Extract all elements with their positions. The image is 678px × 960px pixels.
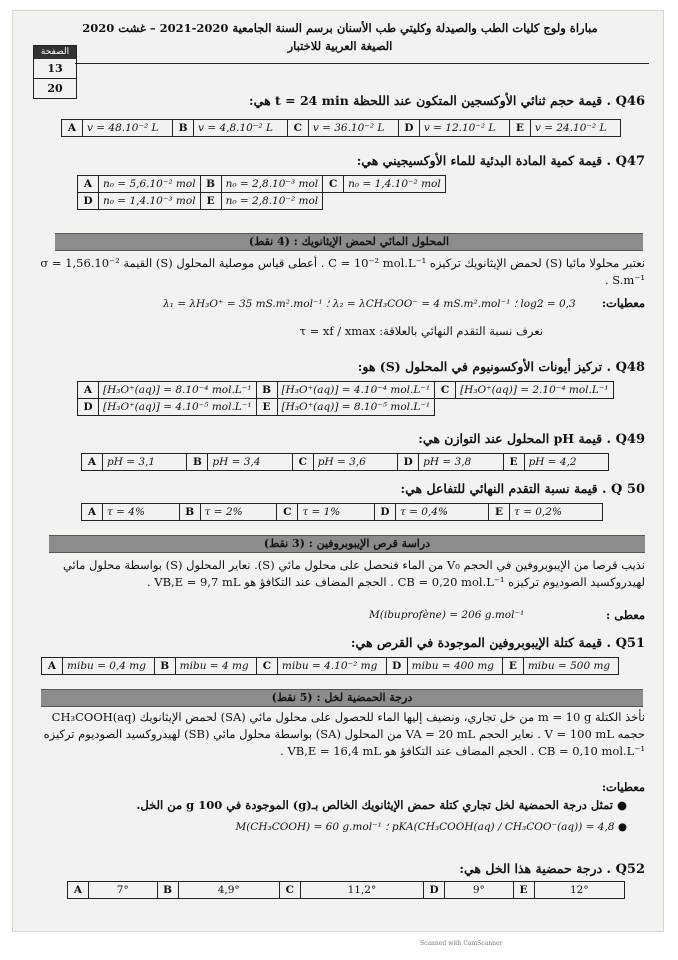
option-value: 12° bbox=[534, 882, 624, 899]
question-text: درجة حمضية هذا الخل هي: bbox=[459, 861, 603, 876]
bullet-icon: ● bbox=[612, 798, 627, 812]
option-value: v = 36.10⁻² L bbox=[308, 120, 398, 137]
option-value: [H₃O⁺(aq)] = 2.10⁻⁴ mol.L⁻¹ bbox=[456, 382, 614, 399]
option-value: [H₃O⁺(aq)] = 8.10⁻⁵ mol.L⁻¹ bbox=[277, 399, 435, 416]
q49-options bbox=[81, 453, 609, 471]
section-banner-ibuprofen: دراسة قرص الإيبوبروفين : (3 نقط) bbox=[49, 535, 645, 553]
page-number-box bbox=[33, 45, 77, 99]
exam-title: مباراة ولوج كليات الطب والصيدلة وكليتي طب الأسنان برسم السنة الجامعية 2020-2021 – غشت 2020 bbox=[82, 21, 598, 35]
empty-cell bbox=[323, 193, 344, 210]
empty-cell bbox=[435, 399, 456, 416]
option-value: n₀ = 1,4.10⁻³ mol bbox=[99, 193, 201, 210]
option-value: 4,9° bbox=[178, 882, 279, 899]
option-value: n₀ = 2,8.10⁻³ mol bbox=[221, 176, 323, 193]
section3-bullet-2 bbox=[31, 819, 627, 836]
question-46 bbox=[31, 93, 645, 109]
exam-page bbox=[12, 10, 664, 932]
question-text: قيمة حجم ثنائي الأوكسجين المتكون عند اللحظة t = 24 min هي: bbox=[249, 93, 603, 108]
exam-subtitle: الصيغة العربية للاختبار bbox=[287, 39, 393, 53]
option-key: E bbox=[513, 882, 534, 899]
option-value: pH = 4,2 bbox=[524, 454, 608, 471]
question-51 bbox=[31, 635, 645, 651]
bullet-text: تمثل درجة الحمضية لخل تجاري كتلة حمض الإيثانويك الخالص بـ(g) الموجودة في 100 g من الخل. bbox=[136, 798, 613, 812]
question-52 bbox=[31, 861, 645, 877]
empty-cell bbox=[344, 193, 446, 210]
question-48 bbox=[31, 359, 645, 375]
option-value: mibu = 0,4 mg bbox=[63, 658, 155, 675]
q52-options bbox=[67, 881, 625, 899]
question-text: قيمة pH المحلول عند التوازن هي: bbox=[418, 431, 603, 446]
q47-options bbox=[77, 175, 446, 210]
option-key: E bbox=[256, 399, 277, 416]
page-number: 13 bbox=[34, 59, 76, 79]
option-key: A bbox=[68, 882, 89, 899]
option-value: τ = 0,2% bbox=[509, 504, 602, 521]
section2-givens-label: معطى : bbox=[606, 608, 645, 622]
option-value: pH = 3,1 bbox=[103, 454, 187, 471]
question-50 bbox=[31, 481, 645, 497]
option-value: v = 4,8.10⁻² L bbox=[194, 120, 288, 137]
option-key: D bbox=[78, 399, 99, 416]
question-number: Q47 . bbox=[606, 154, 645, 169]
option-key: A bbox=[82, 454, 103, 471]
option-key: C bbox=[287, 120, 308, 137]
header-divider bbox=[75, 63, 649, 64]
q50-options bbox=[81, 503, 603, 521]
option-key: E bbox=[488, 504, 509, 521]
section1-givens-formula: λ₁ = λH₃O⁺ = 35 mS.m².mol⁻¹ ؛ λ₂ = λCH₃COO⁻ = 4 mS.m².mol⁻¹ ؛ log2 = 0,3 bbox=[163, 298, 576, 310]
option-key: C bbox=[435, 382, 456, 399]
option-key: E bbox=[509, 120, 530, 137]
option-value: 9° bbox=[445, 882, 514, 899]
option-value: [H₃O⁺(aq)] = 4.10⁻⁵ mol.L⁻¹ bbox=[99, 399, 257, 416]
exam-header bbox=[31, 19, 649, 59]
option-value: τ = 0,4% bbox=[395, 504, 488, 521]
q48-options bbox=[77, 381, 614, 416]
option-value: n₀ = 5,6.10⁻² mol bbox=[99, 176, 201, 193]
option-key: C bbox=[256, 658, 277, 675]
option-key: B bbox=[179, 504, 200, 521]
question-number: Q46 . bbox=[606, 94, 645, 109]
option-key: D bbox=[424, 882, 445, 899]
question-number: Q49 . bbox=[606, 432, 645, 447]
bullet-text: pKA(CH₃COOH(aq) / CH₃COO⁻(aq)) = 4,8 ؛ M(CH₃COOH) = 60 g.mol⁻¹ bbox=[235, 821, 615, 833]
option-key: B bbox=[187, 454, 208, 471]
option-key: B bbox=[157, 882, 178, 899]
option-key: D bbox=[78, 193, 99, 210]
option-key: E bbox=[503, 454, 524, 471]
question-number: Q51 . bbox=[606, 636, 645, 651]
option-key: B bbox=[173, 120, 194, 137]
section3-intro: نأخذ الكتلة m = 10 g من خل تجاري، ونضيف إليها الماء للحصول على محلول مائي (SA) لحمض الإيثانويك CH₃COOH(aq) حجمه V = 100 mL . نعاير الحجم VA = 20 mL من المحلول (SA) بواسطة محلول مائي (SB) لهيدروكسيد الصوديوم تركيزه CB = 0,10 mol.L⁻¹ . الحجم المضاف عند التكافؤ هو VB,E = 16,4 mL . bbox=[43, 710, 645, 758]
question-text: قيمة نسبة التقدم النهائي للتفاعل هي: bbox=[400, 481, 598, 496]
page-label: الصفحة bbox=[34, 46, 76, 59]
option-value: 11,2° bbox=[300, 882, 423, 899]
option-key: B bbox=[154, 658, 175, 675]
option-value: n₀ = 2,8.10⁻² mol bbox=[221, 193, 323, 210]
option-key: B bbox=[200, 176, 221, 193]
option-key: D bbox=[398, 454, 419, 471]
option-value: 7° bbox=[89, 882, 158, 899]
section1-givens-label: معطيات: bbox=[601, 296, 645, 310]
section3-givens-label: معطيات: bbox=[601, 780, 645, 794]
option-value: pH = 3,6 bbox=[313, 454, 397, 471]
option-value: v = 12.10⁻² L bbox=[419, 120, 509, 137]
option-key: D bbox=[398, 120, 419, 137]
question-number: Q52 . bbox=[606, 862, 645, 877]
section2-givens-formula: M(ibuprofène) = 206 g.mol⁻¹ bbox=[369, 609, 525, 621]
option-value: τ = 1% bbox=[298, 504, 375, 521]
option-key: E bbox=[502, 658, 523, 675]
question-number: Q48 . bbox=[606, 360, 645, 375]
option-value: pH = 3,4 bbox=[208, 454, 292, 471]
bullet-icon: ● bbox=[614, 821, 627, 833]
option-value: τ = 2% bbox=[200, 504, 277, 521]
page-total: 20 bbox=[47, 82, 63, 95]
question-text: قيمة كمية المادة البدئية للماء الأوكسيجيني هي: bbox=[356, 153, 603, 168]
option-key: E bbox=[200, 193, 221, 210]
option-value: τ = 4% bbox=[103, 504, 180, 521]
option-value: v = 48.10⁻² L bbox=[83, 120, 173, 137]
section-banner-vinegar: درجة الحمضية لخل : (5 نقط) bbox=[41, 689, 643, 707]
question-text: قيمة كتلة الإيبوبروفين الموجودة في القرص هي: bbox=[350, 635, 603, 650]
option-key: A bbox=[42, 658, 63, 675]
option-value: [H₃O⁺(aq)] = 4.10⁻⁴ mol.L⁻¹ bbox=[277, 382, 435, 399]
option-key: C bbox=[323, 176, 344, 193]
option-key: D bbox=[386, 658, 407, 675]
option-key: B bbox=[256, 382, 277, 399]
option-key: A bbox=[82, 504, 103, 521]
section2-intro: نذيب قرصا من الإيبوبروفين في الحجم V₀ من الماء فنحصل على محلول مائي (S). نعاير المحلول (S) بواسطة محلول مائي لهيدروكسيد الصوديوم تركيزه CB = 0,20 mol.L⁻¹ . الحجم المضاف عند التكافؤ هو VB,E = 9,7 mL . bbox=[62, 558, 645, 589]
option-value: mibu = 400 mg bbox=[407, 658, 502, 675]
option-key: D bbox=[374, 504, 395, 521]
question-number: Q 50 . bbox=[601, 482, 645, 497]
option-value: mibu = 4 mg bbox=[175, 658, 256, 675]
question-49 bbox=[31, 431, 645, 447]
option-value: n₀ = 1,4.10⁻² mol bbox=[344, 176, 446, 193]
q46-options bbox=[61, 119, 621, 137]
option-value: [H₃O⁺(aq)] = 8.10⁻⁴ mol.L⁻¹ bbox=[99, 382, 257, 399]
question-47 bbox=[31, 153, 645, 169]
option-key: A bbox=[62, 120, 83, 137]
option-key: A bbox=[78, 382, 99, 399]
q51-options bbox=[41, 657, 619, 675]
tau-definition: نعرف نسبة التقدم النهائي بالعلاقة: τ = xf / xmax bbox=[299, 324, 543, 338]
empty-cell bbox=[456, 399, 614, 416]
option-key: C bbox=[277, 504, 298, 521]
option-key: A bbox=[78, 176, 99, 193]
section-banner-acetic-acid: المحلول المائي لحمض الإيثانويك : (4 نقط) bbox=[55, 233, 643, 251]
option-key: C bbox=[292, 454, 313, 471]
section3-bullet-1 bbox=[31, 797, 627, 814]
option-value: v = 24.10⁻² L bbox=[530, 120, 620, 137]
question-text: تركيز أيونات الأوكسونيوم في المحلول (S) هو: bbox=[357, 359, 603, 374]
scanner-watermark: Scanned with CamScanner bbox=[420, 940, 503, 947]
option-key: C bbox=[279, 882, 300, 899]
option-value: pH = 3,8 bbox=[419, 454, 503, 471]
option-value: mibu = 500 mg bbox=[523, 658, 618, 675]
option-value: mibu = 4.10⁻² mg bbox=[277, 658, 386, 675]
section1-intro: نعتبر محلولا مائيا (S) لحمض الإيثانويك تركيزه C = 10⁻² mol.L⁻¹ . أعطى قياس موصلية المحلول (S) القيمة σ = 1,56.10⁻² S.m⁻¹ . bbox=[40, 256, 645, 287]
